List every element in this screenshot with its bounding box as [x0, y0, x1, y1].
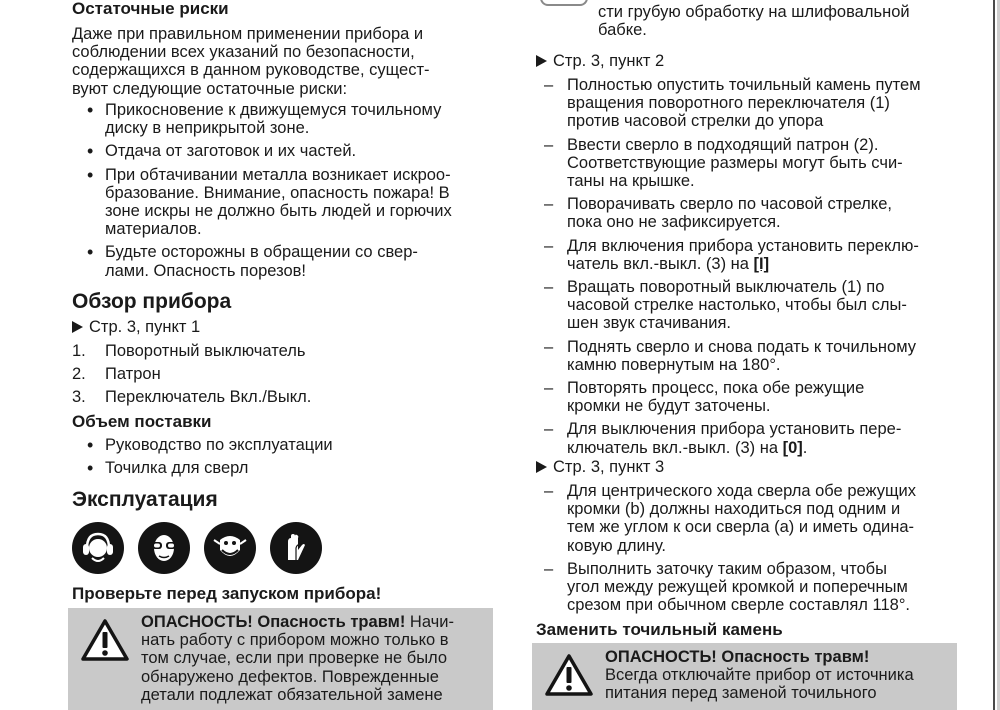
- operation-heading: Эксплуатация: [72, 488, 218, 511]
- list-item: – Ввести сверло в подходящий патрон (2). Соответствующие размеры могут быть счи- таны на крышке.: [536, 136, 961, 191]
- overview-list: [72, 342, 497, 407]
- residual-risks-intro: [72, 25, 497, 98]
- intro-line: соблюдении всех указаний по безопасности,: [72, 43, 415, 62]
- residual-risks-list: [72, 101, 497, 280]
- scope-heading: Объем поставки: [72, 412, 212, 431]
- list-item: – Для выключения прибора установить пере- ключатель вкл.-выкл. (3) на [0].: [536, 420, 961, 456]
- intro-line: содержащихся в данном руководстве, сущест-: [72, 61, 430, 80]
- list-item: – Для центрического хода сверла обе режущих кромки (b) должны находиться под одним и тем же углом к оси сверла (a) и иметь одина- ковую длину.: [536, 482, 961, 555]
- protective-gloves-icon: [270, 522, 322, 574]
- warning-triangle-icon: [80, 618, 130, 662]
- list-item: 1. Поворотный выключатель: [72, 342, 306, 360]
- ppe-icons: [72, 522, 322, 574]
- residual-risks-heading: Остаточные риски: [72, 0, 229, 18]
- dust-mask-icon: [204, 522, 256, 574]
- list-item: – Вращать поворотный выключатель (1) по часовой стрелке настолько, чтобы был слы- шен звук стачивания.: [536, 278, 961, 333]
- danger-warning-box: [68, 608, 493, 710]
- list-item: • Точилка для сверл: [72, 459, 497, 477]
- safety-goggles-icon: [138, 522, 190, 574]
- step-reference-3: Стр. 3, пункт 3: [536, 458, 664, 476]
- list-item: – Выполнить заточку таким образом, чтобы угол между режущей кромкой и поперечным срезом при обычном сверле составлял 118°.: [536, 560, 961, 615]
- ear-protection-icon: [72, 522, 124, 574]
- overview-reference: Стр. 3, пункт 1: [72, 318, 200, 336]
- list-item: • Прикосновение к движущемуся точильному диску в неприкрытой зоне.: [72, 101, 497, 137]
- warning-text: ОПАСНОСТЬ! Опасность травм! Всегда отключайте прибор от источника питания перед заменой точильного: [605, 648, 914, 703]
- triangle-arrow-icon: [536, 55, 547, 67]
- steps-list-2: [536, 76, 961, 457]
- overview-heading: Обзор прибора: [72, 290, 232, 313]
- continued-text: сти грубую обработку на шлифовальной бабке.: [598, 3, 910, 40]
- warning-triangle-icon: [544, 653, 594, 697]
- danger-warning-box-2: [532, 643, 957, 710]
- list-item: • При обтачивании металла возникает искроо- бразование. Внимание, опасность пожара! В зоне искры не должно быть людей и горючих материалов.: [72, 166, 497, 239]
- off-mark: [0]: [782, 438, 803, 457]
- list-item: – Для включения прибора установить переклю- чатель вкл.-выкл. (3) на [I]: [536, 237, 961, 273]
- list-item: • Отдача от заготовок и их частей.: [72, 142, 497, 160]
- list-item: 2. Патрон: [72, 365, 161, 384]
- list-item: – Поворачивать сверло по часовой стрелке, пока оно не зафиксируется.: [536, 195, 961, 231]
- step-reference-2: Стр. 3, пункт 2: [536, 52, 664, 70]
- replace-stone-heading: Заменить точильный камень: [536, 620, 783, 639]
- list-item: – Поднять сверло и снова подать к точильному камню повернутым на 180°.: [536, 338, 961, 374]
- steps-list-3: [536, 482, 961, 614]
- list-item: – Повторять процесс, пока обе режущие кромки не будут заточены.: [536, 379, 961, 415]
- scope-list: [72, 436, 497, 477]
- list-item: 3. Переключатель Вкл./Выкл.: [72, 388, 312, 407]
- intro-line: вуют следующие остаточные риски:: [72, 79, 348, 98]
- cropped-icon-fragment: [540, 0, 588, 6]
- triangle-arrow-icon: [536, 461, 547, 473]
- warning-text: ОПАСНОСТЬ! Опасность травм! Начи- нать работу с прибором можно только в том случае, если при проверке не было обнаружено дефектов. Поврежденные детали подлежат обязательной замене: [141, 613, 454, 704]
- on-mark: [I]: [753, 254, 770, 273]
- list-item: – Полностью опустить точильный камень путем вращения поворотного переключателя (1) против часовой стрелки до упора: [536, 76, 961, 131]
- list-item: • Руководство по эксплуатации: [72, 436, 497, 454]
- list-item: • Будьте осторожны в обращении со свер- лами. Опасность порезов!: [72, 243, 497, 279]
- triangle-arrow-icon: [72, 321, 83, 333]
- check-before-start: Проверьте перед запуском прибора!: [72, 584, 382, 603]
- intro-line: Даже при правильном применении прибора и: [72, 25, 424, 43]
- page-edge-line: [993, 0, 995, 710]
